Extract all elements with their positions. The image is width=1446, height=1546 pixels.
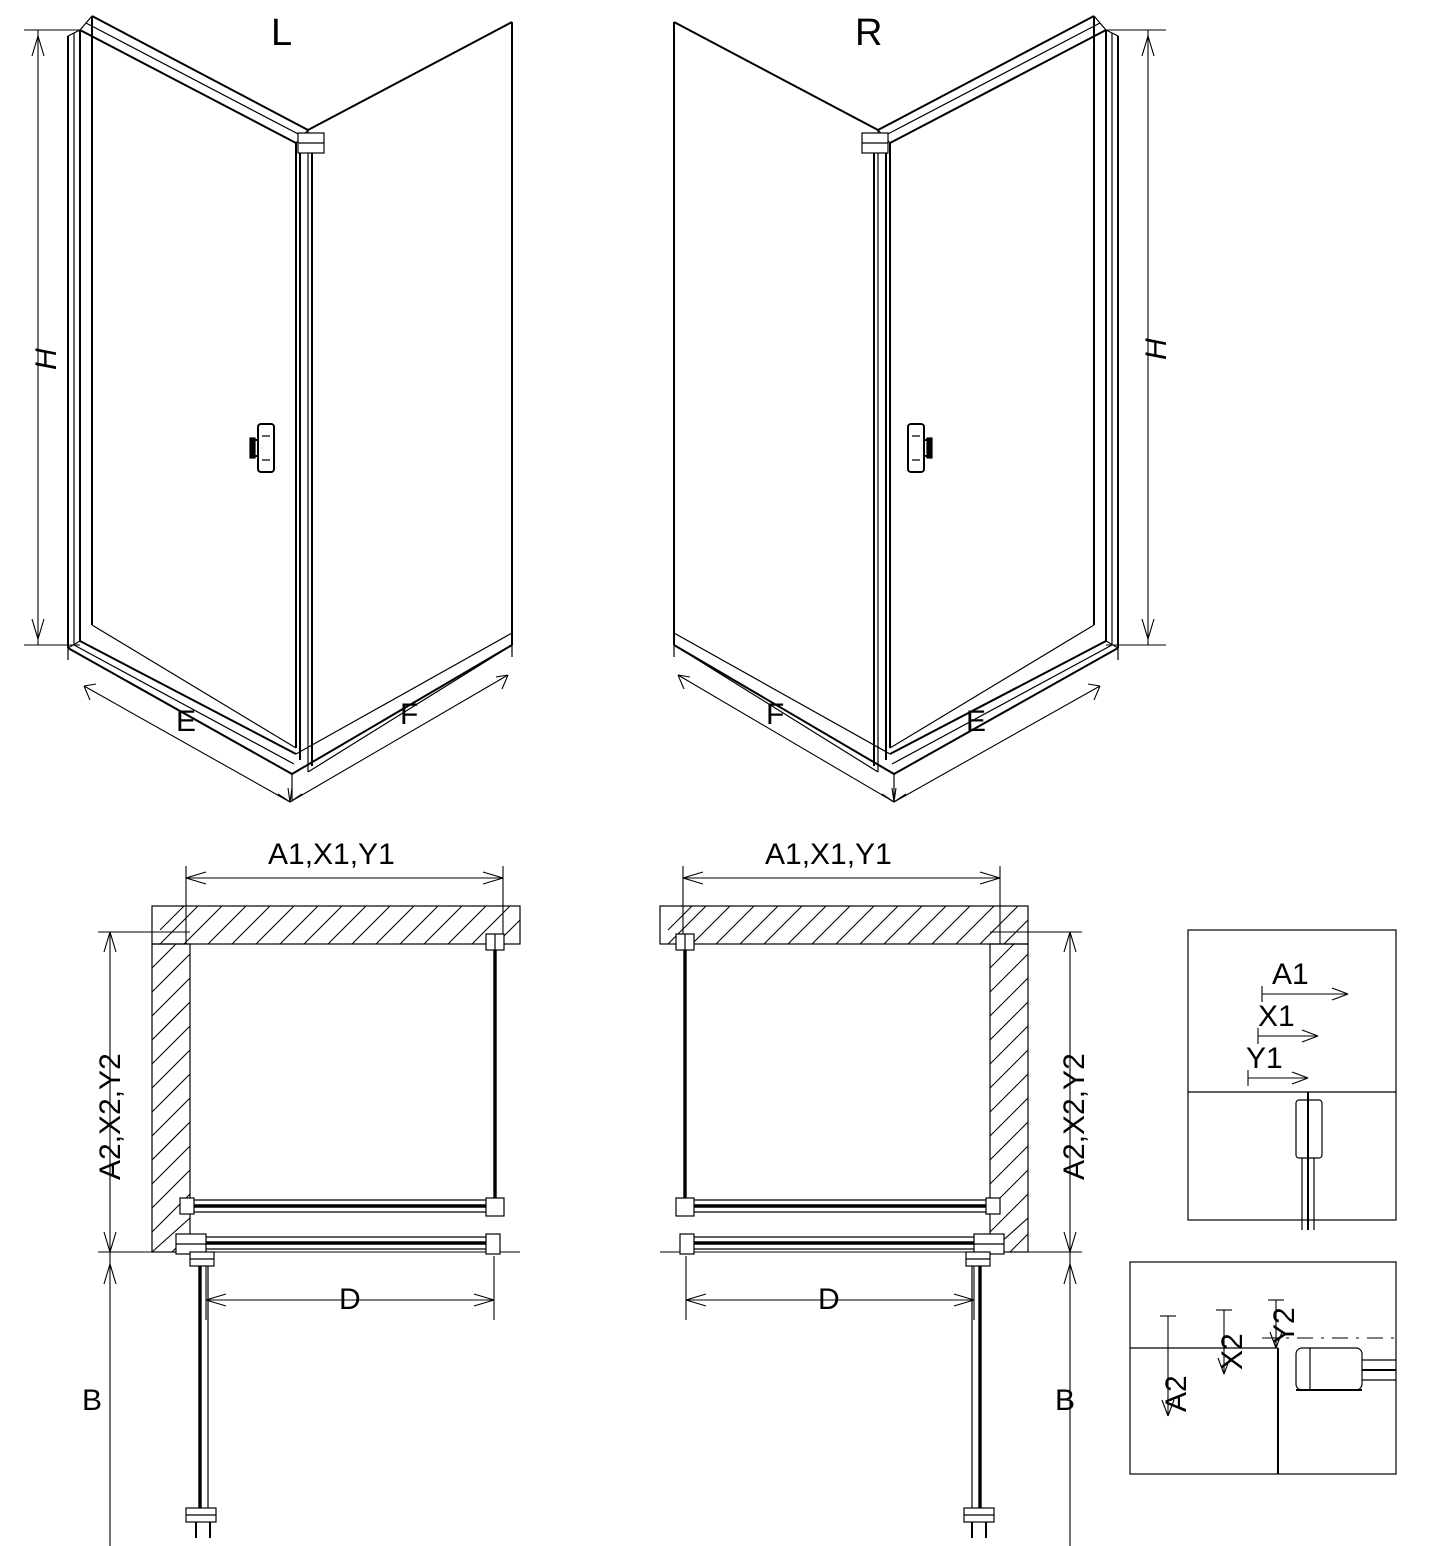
handle-right [908,424,932,472]
plan-right-side-dim: A2,X2,Y2 [1058,1053,1091,1180]
plan-left-side-dim: A2,X2,Y2 [94,1053,127,1180]
iso-left-enclosure [24,12,512,802]
detail-top-dim-a1: A1 [1272,958,1309,991]
detail-top-dim-y1: Y1 [1246,1042,1283,1075]
iso-left-height-label: H [30,348,63,370]
iso-left-label-e: E [176,705,197,738]
plan-right [660,866,1082,1546]
detail-bottom-dim-a2: A2 [1160,1375,1193,1412]
plan-right-inner-dim: D [818,1283,840,1316]
detail-top-dim-x1: X1 [1258,1000,1295,1033]
plan-left-door-dim: B [82,1384,103,1417]
detail-bottom-dim-y2: Y2 [1268,1307,1301,1344]
iso-right-label-e: E [966,705,987,738]
iso-right-height-label: H [1140,338,1173,360]
plan-right-door-dim: B [1055,1384,1076,1417]
detail-bottom-box [1130,1262,1396,1474]
title-right: R [855,12,883,54]
iso-left-label-f: F [400,698,419,731]
plan-left-top-dim: A1,X1,Y1 [268,838,395,871]
title-left: L [271,12,293,54]
iso-right-enclosure [674,12,1166,802]
detail-bottom-dim-x2: X2 [1216,1333,1249,1370]
plan-left-inner-dim: D [339,1283,361,1316]
handle-left [250,424,274,472]
plan-right-top-dim: A1,X1,Y1 [765,838,892,871]
iso-right-label-f: F [766,698,785,731]
plan-left [94,866,520,1546]
